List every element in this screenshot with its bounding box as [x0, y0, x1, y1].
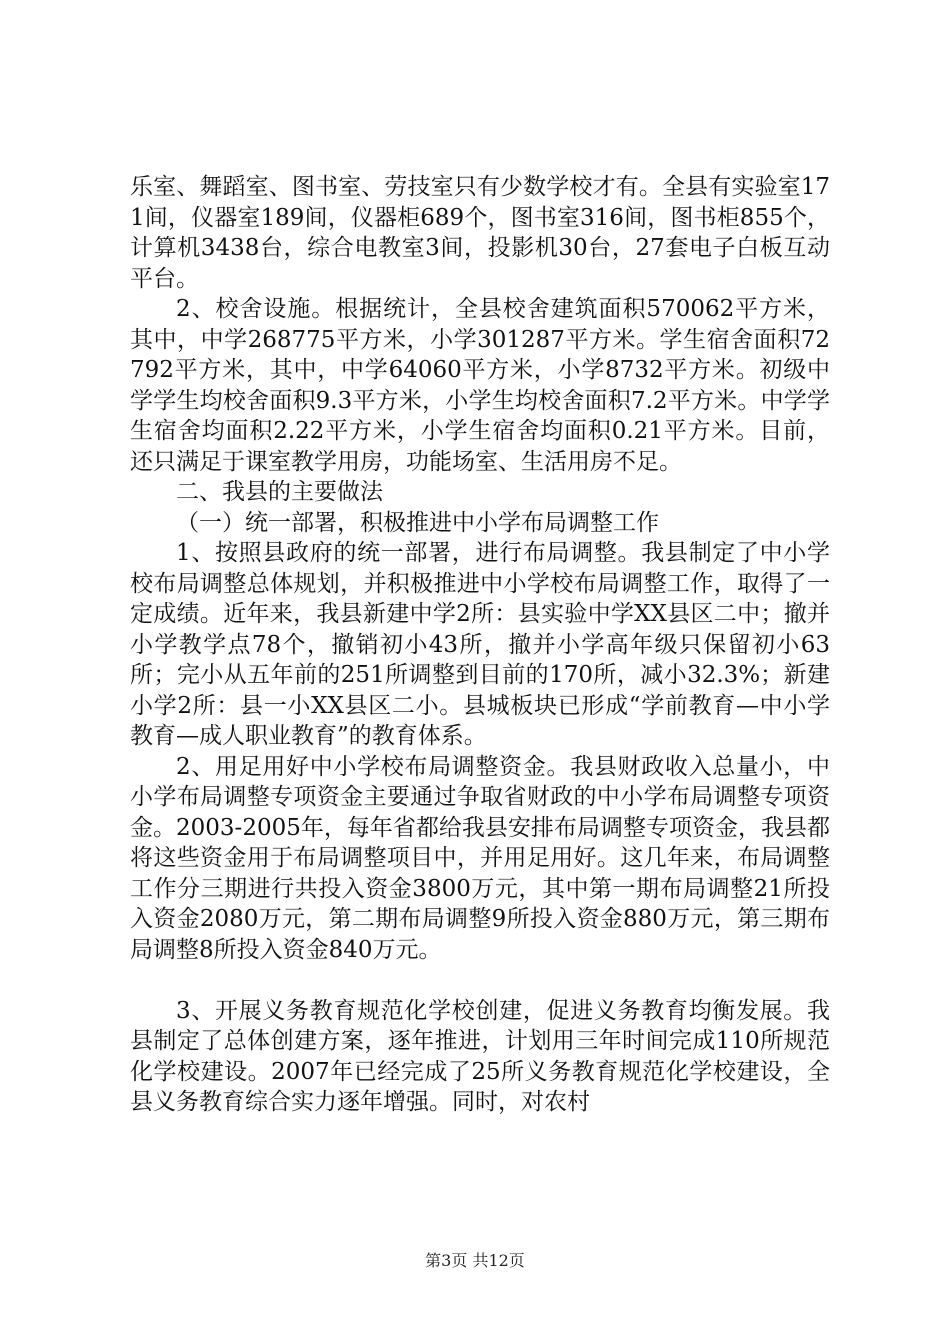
paragraph-adjustment-funds: 2、用足用好中小学校布局调整资金。我县财政收入总量小，中小学布局调整专项资金主要通过争取省财政的中小学布局调整专项资金。2003-2005年，每年省都给我县安排布局调整专项资金，我县都将这些资金用于布局调整项目中，并用足用好。这几年来，布局调整工作分三期进行共投入资金3800万元，其中第一期布局调整21所投入资金2080万元，第二期布局调整9所投入资金880万元，第三期布局调整8所投入资金840万元。	[130, 753, 830, 963]
page-number-footer: 第3页 共12页	[425, 1251, 525, 1270]
paragraph-standardized-schools: 3、开展义务教育规范化学校创建，促进义务教育均衡发展。我县制定了总体创建方案，逐年推进，计划用三年时间完成110所规范化学校建设。2007年已经完成了25所义务教育规范化学校建设，全县义务教育综合实力逐年增强。同时，对农村	[130, 997, 830, 1115]
subsection-heading-layout-adjustment: （一）统一部署，积极推进中小学布局调整工作	[176, 509, 659, 536]
paragraph-spacer	[130, 965, 830, 996]
section-heading-main-practices: 二、我县的主要做法	[176, 479, 383, 505]
paragraph-school-buildings: 2、校舍设施。根据统计，全县校舍建筑面积570062平方米，其中，中学268775平方米，小学301287平方米。学生宿舍面积72792平方米，其中，中学64060平方米，小学8732平方米。初级中学学生均校舍面积9.3平方米，小学生均校舍面积7.2平方米。中学学生宿舍均面积2.22平方米，小学生宿舍均面积0.21平方米。目前，还只满足于课室教学用房，功能场室、生活用房不足。	[130, 296, 830, 475]
document-body	[130, 172, 830, 1118]
paragraph-facilities-continued: 乐室、舞蹈室、图书室、劳技室只有少数学校才有。全县有实验室171间，仪器室189间，仪器柜689个，图书室316间，图书柜855个，计算机3438台，综合电教室3间，投影机30台，27套电子白板互动平台。	[130, 174, 830, 292]
paragraph-layout-adjustment: 1、按照县政府的统一部署，进行布局调整。我县制定了中小学校布局调整总体规划，并积极推进中小学校布局调整工作，取得了一定成绩。近年来，我县新建中学2所：县实验中学XX县区二中；撤并小学教学点78个，撤销初小43所，撤并小学高年级只保留初小63所；完小从五年前的251所调整到目前的170所，减小32.3%；新建小学2所：县一小XX县区二小。县城板块已形成“学前教育—中小学教育—成人职业教育”的教育体系。	[130, 540, 830, 749]
